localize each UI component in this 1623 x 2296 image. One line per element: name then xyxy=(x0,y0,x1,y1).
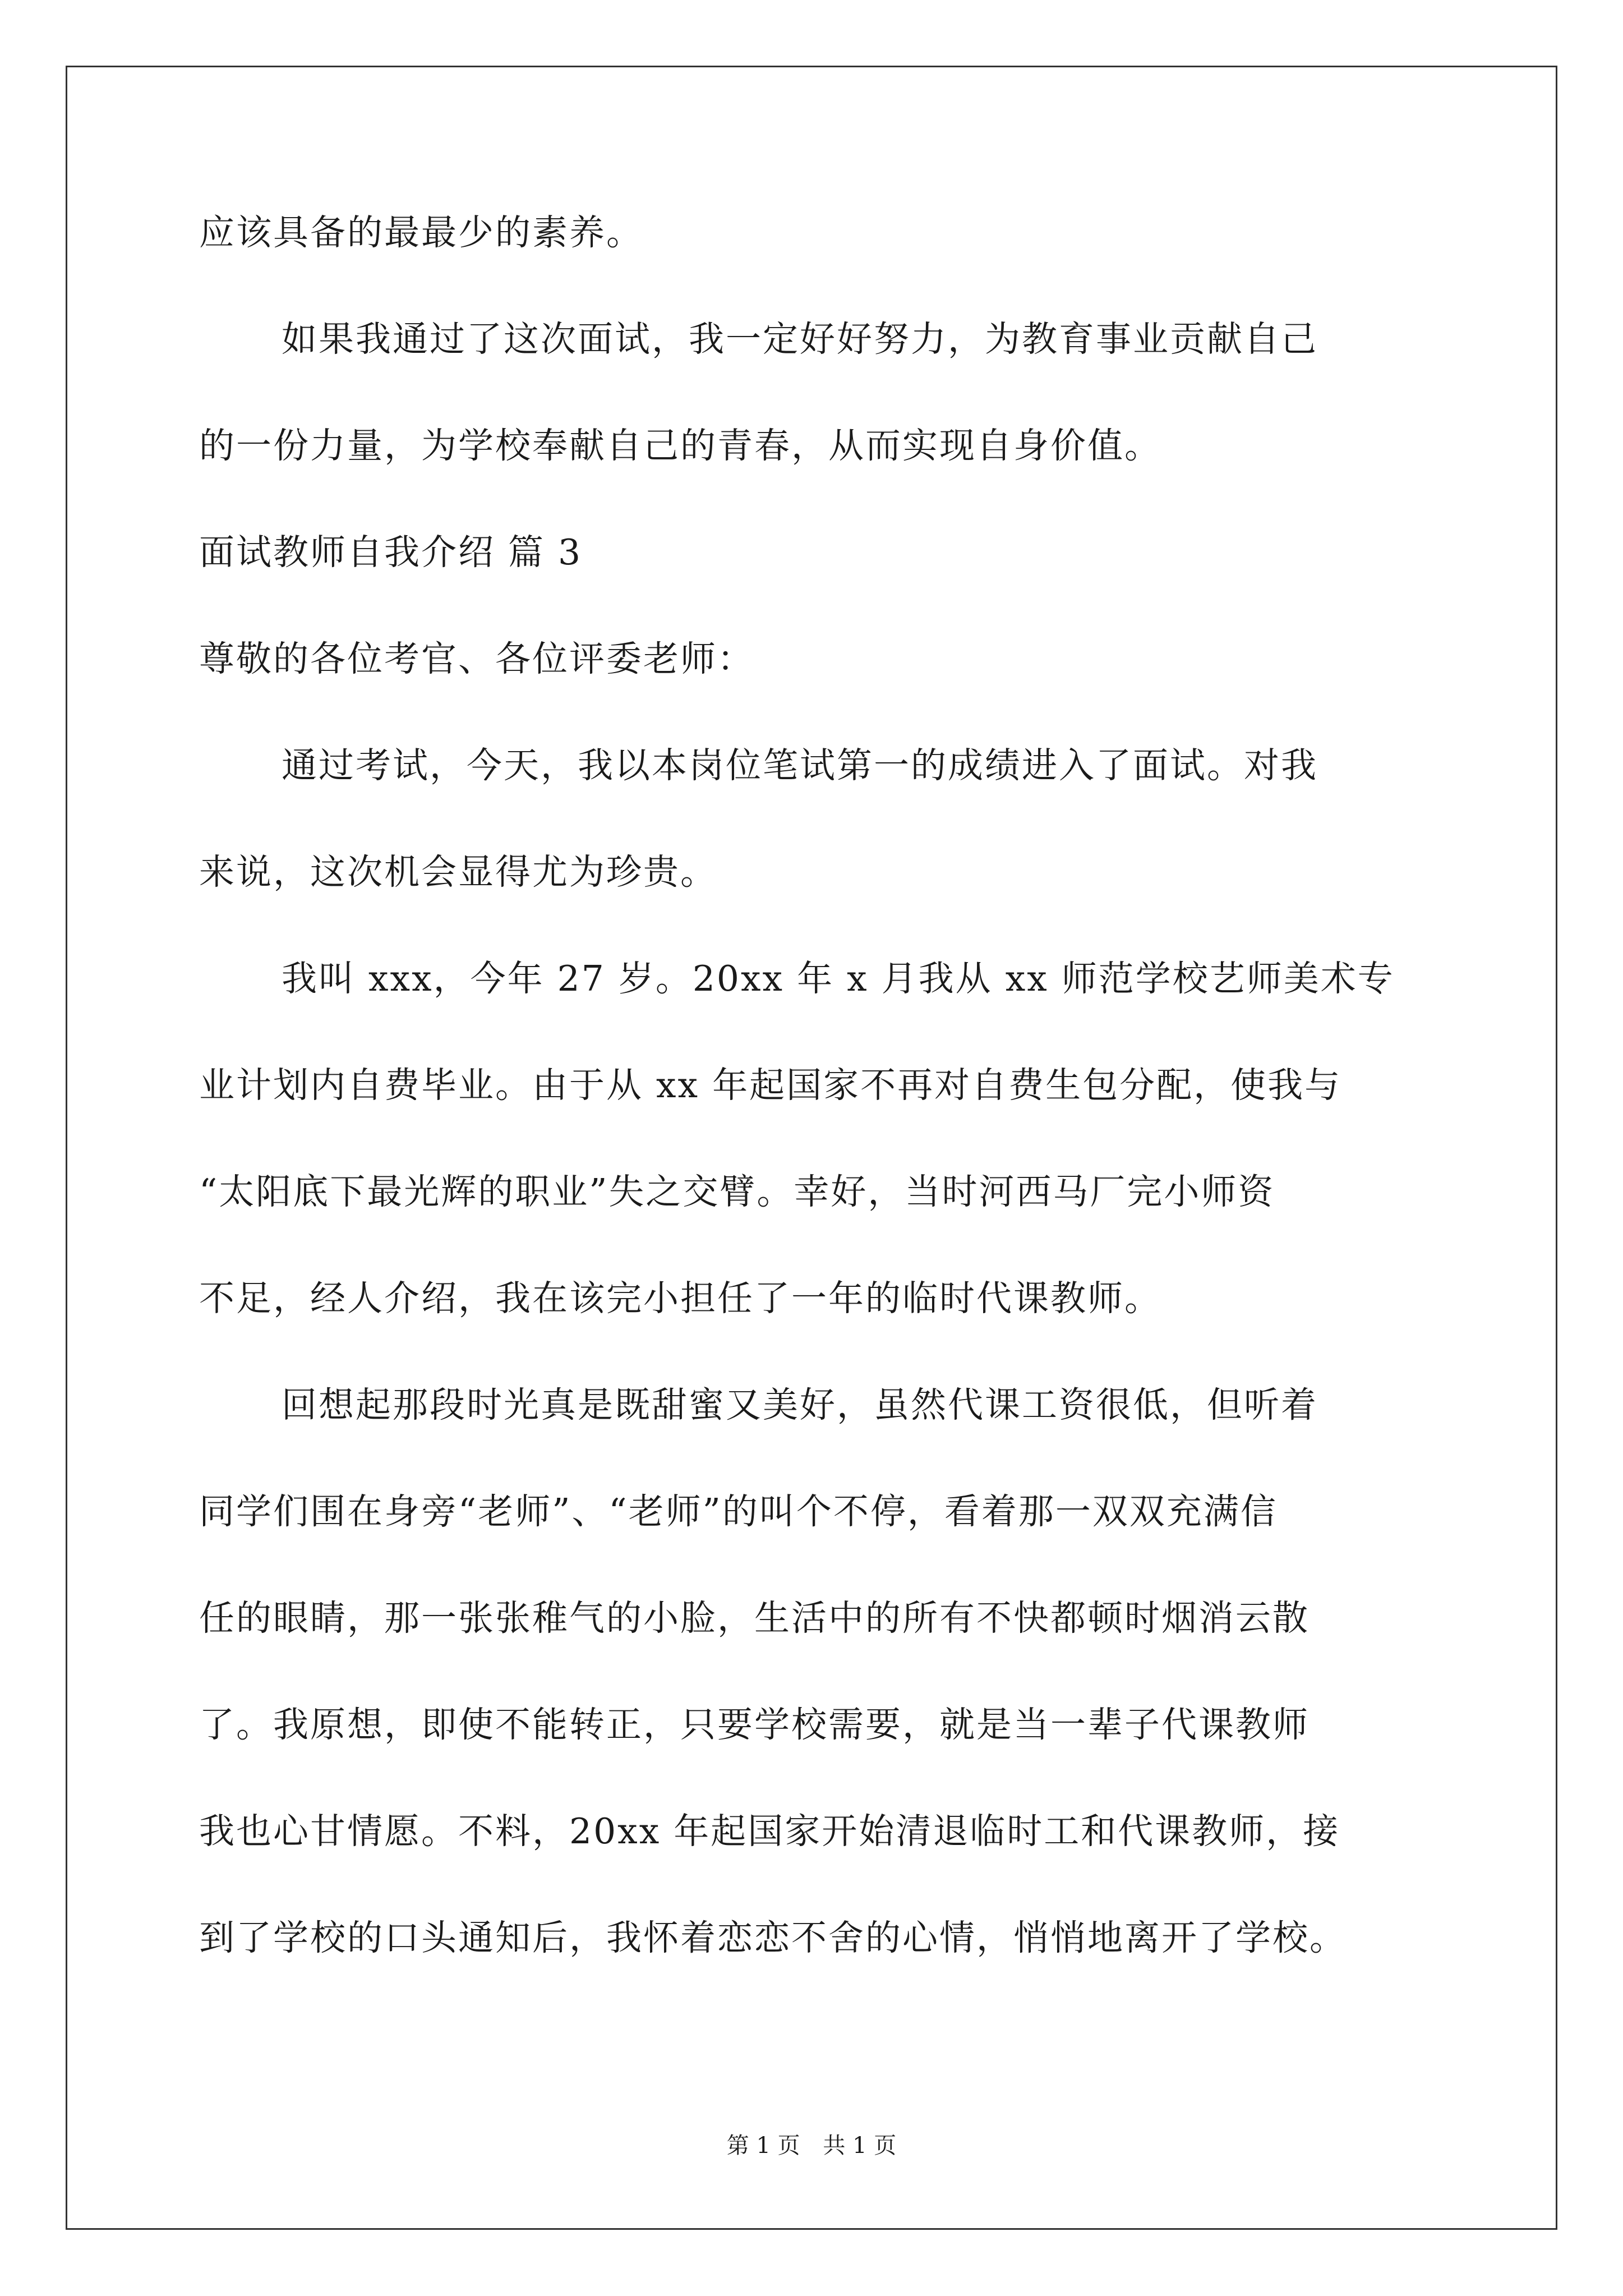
paragraph-line: 通过考试，今天，我以本岗位笔试第一的成绩进入了面试。对我 xyxy=(282,745,1318,786)
text-line: 了。我原想，即使不能转正，只要学校需要，就是当一辈子代课教师 xyxy=(199,1704,1310,1745)
section-heading: 面试教师自我介绍 篇 3 xyxy=(199,532,583,573)
text-line: 我也心甘情愿。不料，20xx 年起国家开始清退临时工和代课教师，接 xyxy=(199,1811,1340,1852)
page-total: 共 1 页 xyxy=(823,2133,897,2159)
page-number: 第 1 页 xyxy=(726,2133,800,2159)
text-line: 来说，这次机会显得尤为珍贵。 xyxy=(199,852,717,892)
text-line: 不足，经人介绍，我在该完小担任了一年的临时代课教师。 xyxy=(199,1278,1161,1319)
page-border xyxy=(66,66,1557,2230)
text-line: 到了学校的口头通知后，我怀着恋恋不舍的心情，悄悄地离开了学校。 xyxy=(199,1917,1347,1958)
paragraph-line: 回想起那段时光真是既甜蜜又美好，虽然代课工资很低，但听着 xyxy=(282,1384,1318,1425)
text-line: 任的眼睛，那一张张稚气的小脸，生活中的所有不快都顿时烟消云散 xyxy=(199,1598,1310,1639)
text-line: “太阳底下最光辉的职业”失之交臂。幸好，当时河西马厂完小师资 xyxy=(199,1171,1275,1212)
salutation: 尊敬的各位考官、各位评委老师： xyxy=(199,638,754,679)
page-footer xyxy=(0,2132,1623,2160)
paragraph-line: 我叫 xxx，今年 27 岁。20xx 年 x 月我从 xx 师范学校艺师美术专 xyxy=(282,958,1395,999)
paragraph-line: 如果我通过了这次面试，我一定好好努力，为教育事业贡献自己 xyxy=(282,319,1318,360)
text-line: 应该具备的最最少的素养。 xyxy=(199,212,643,253)
text-line: 的一份力量，为学校奉献自己的青春，从而实现自身价值。 xyxy=(199,425,1161,466)
text-line: 同学们围在身旁“老师”、“老师”的叫个不停，看着那一双双充满信 xyxy=(199,1491,1278,1532)
text-line: 业计划内自费毕业。由于从 xx 年起国家不再对自费生包分配，使我与 xyxy=(199,1065,1342,1106)
